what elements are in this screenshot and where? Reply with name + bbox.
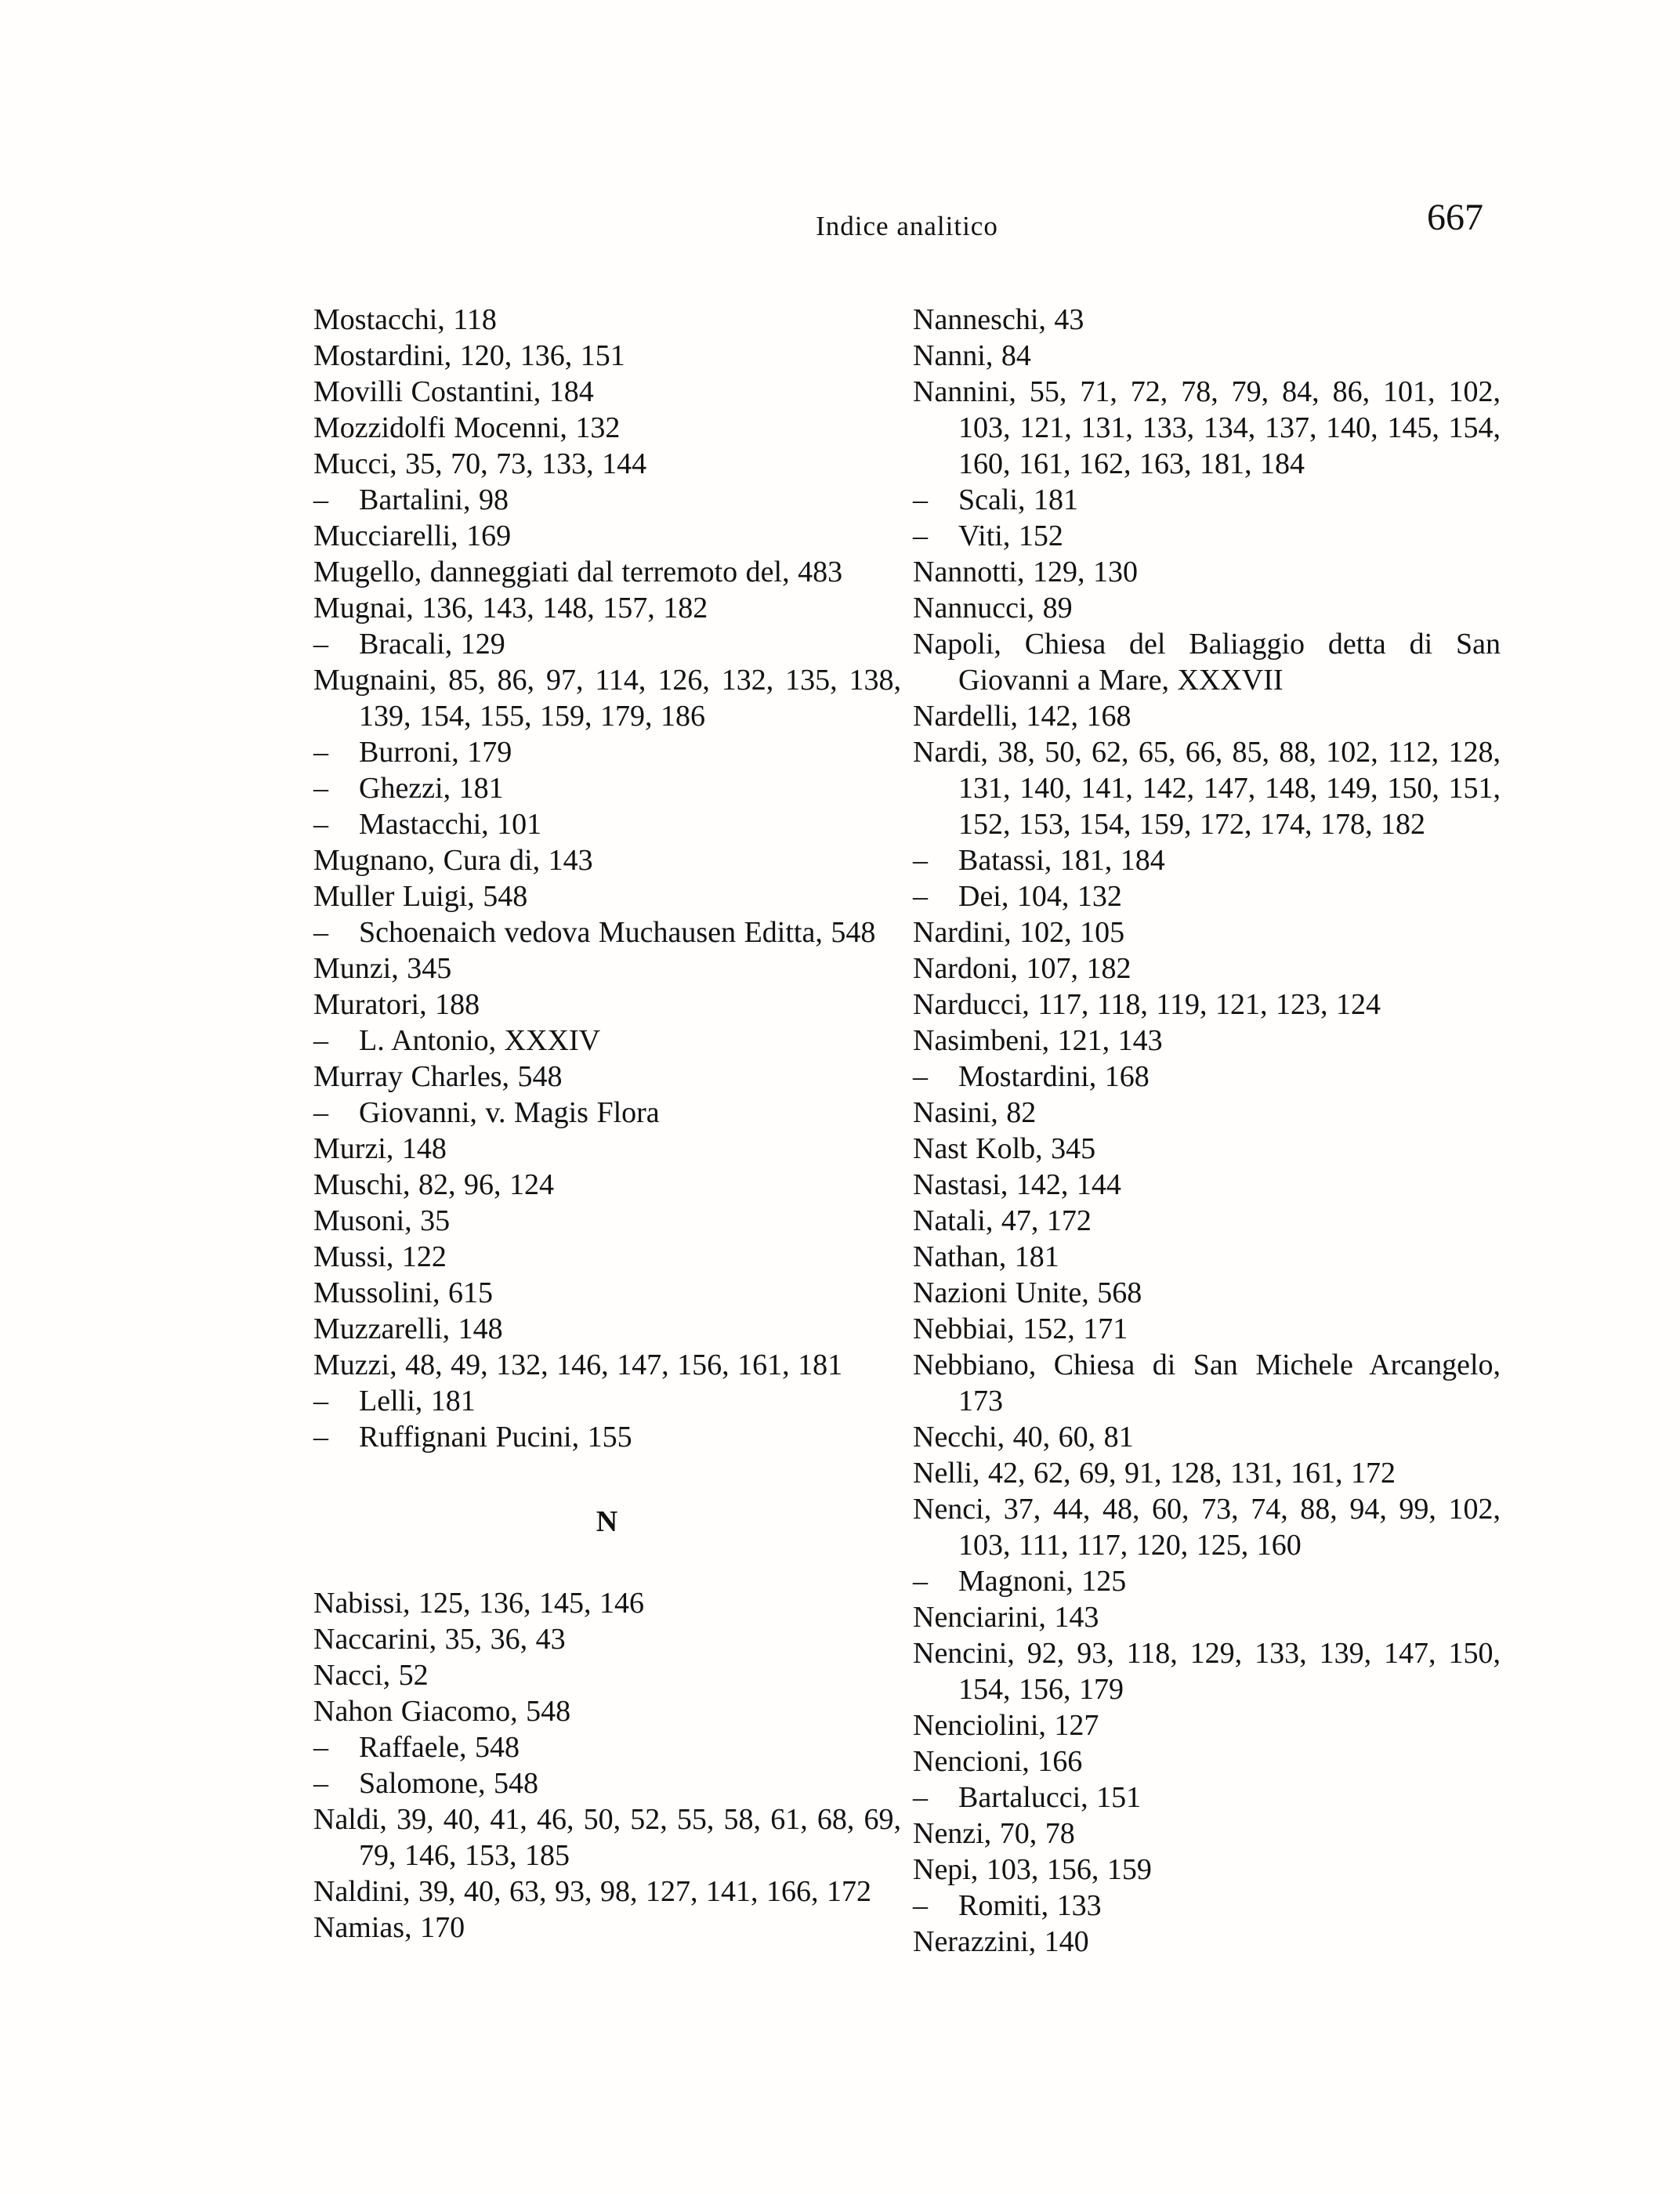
- index-entry: Nelli, 42, 62, 69, 91, 128, 131, 161, 172: [913, 1457, 1396, 1490]
- subentry-dash: –: [313, 1767, 328, 1800]
- index-subentry: [913, 878, 1501, 914]
- index-entry: Muller Luigi, 548: [313, 880, 528, 913]
- index-entry: Musoni, 35: [313, 1204, 451, 1237]
- subentry-dash: –: [313, 483, 328, 516]
- index-subentry: [313, 1729, 901, 1765]
- subentry-text: Viti, 152: [958, 520, 1063, 552]
- index-subentry: [313, 806, 901, 842]
- subentry-text: Ghezzi, 181: [359, 772, 504, 805]
- index-entry: Muratori, 188: [313, 988, 480, 1021]
- index-entry: Nencioni, 166: [913, 1745, 1083, 1778]
- index-entry: Mussolini, 615: [313, 1276, 494, 1309]
- index-entry: Nabissi, 125, 136, 145, 146: [313, 1587, 644, 1620]
- running-head-title: Indice analitico: [816, 211, 998, 241]
- index-entry: Nast Kolb, 345: [913, 1132, 1096, 1165]
- index-entry: Nardini, 102, 105: [913, 916, 1125, 949]
- index-subentry: [313, 1095, 901, 1131]
- index-entry: Nenzi, 70, 78: [913, 1817, 1075, 1850]
- index-subentry: [313, 734, 901, 770]
- index-subentry: [313, 482, 901, 518]
- index-entry: Mucciarelli, 169: [313, 520, 512, 552]
- subentry-text: Schoenaich vedova Muchausen Editta, 548: [359, 916, 876, 949]
- index-entry: Nebbiano, Chiesa di San Michele Arcangelo, 173: [913, 1349, 1501, 1417]
- index-entry: Muschi, 82, 96, 124: [313, 1168, 554, 1201]
- section-letter: N: [596, 1505, 619, 1538]
- subentry-dash: –: [313, 916, 328, 949]
- index-entry: Nepi, 103, 156, 159: [913, 1853, 1152, 1886]
- subentry-text: Dei, 104, 132: [958, 880, 1122, 913]
- subentry-dash: –: [313, 808, 328, 841]
- index-subentry: [313, 1023, 901, 1059]
- subentry-text: Bracali, 129: [359, 628, 505, 661]
- index-subentry: [313, 1765, 901, 1801]
- index-subentry: [913, 842, 1501, 878]
- index-entry: Nencini, 92, 93, 118, 129, 133, 139, 147, 150, 154, 156, 179: [913, 1637, 1501, 1706]
- subentry-text: Bartalucci, 151: [958, 1781, 1142, 1814]
- index-entry: Muzzarelli, 148: [313, 1312, 503, 1345]
- subentry-dash: –: [913, 520, 928, 552]
- subentry-text: Bartalini, 98: [359, 483, 509, 516]
- index-entry: Nenciarini, 143: [913, 1601, 1099, 1634]
- index-entry: Nardelli, 142, 168: [913, 700, 1131, 733]
- index-entry: Nahon Giacomo, 548: [313, 1695, 571, 1728]
- subentry-dash: –: [913, 1060, 928, 1093]
- index-entry: Namias, 170: [313, 1911, 465, 1944]
- index-entry: Nastasi, 142, 144: [913, 1168, 1121, 1201]
- subentry-text: Mostardini, 168: [958, 1060, 1150, 1093]
- index-entry: Nanneschi, 43: [913, 303, 1084, 336]
- index-entry: Murray Charles, 548: [313, 1060, 563, 1093]
- index-subentry: [913, 1563, 1501, 1599]
- subentry-dash: –: [313, 1024, 328, 1057]
- subentry-text: Romiti, 133: [958, 1889, 1102, 1922]
- index-entry: Nasini, 82: [913, 1096, 1037, 1129]
- subentry-text: L. Antonio, XXXIV: [359, 1024, 601, 1057]
- index-entry: Necchi, 40, 60, 81: [913, 1421, 1134, 1454]
- index-entry: Nannucci, 89: [913, 592, 1073, 625]
- index-subentry: [913, 482, 1501, 518]
- index-subentry: [913, 1059, 1501, 1095]
- subentry-dash: –: [313, 736, 328, 769]
- index-entry: Naccarini, 35, 36, 43: [313, 1623, 566, 1656]
- subentry-dash: –: [913, 483, 928, 516]
- index-subentry: [313, 1383, 901, 1419]
- index-entry: Mugello, danneggiati dal terremoto del, 483: [313, 556, 843, 588]
- index-entry: Nacci, 52: [313, 1659, 429, 1692]
- subentry-text: Batassi, 181, 184: [958, 844, 1165, 877]
- index-entry: Nannini, 55, 71, 72, 78, 79, 84, 86, 101, 102, 103, 121, 131, 133, 134, 137, 140, 145, 154, 160, 161, 162, 163, 181, 184: [913, 375, 1501, 480]
- index-entry: Mugnai, 136, 143, 148, 157, 182: [313, 592, 708, 625]
- index-entry: Napoli, Chiesa del Baliaggio detta di San Giovanni a Mare, XXXVII: [913, 628, 1501, 697]
- index-entry: Mostardini, 120, 136, 151: [313, 339, 625, 372]
- subentry-text: Burroni, 179: [359, 736, 512, 769]
- index-entry: Nardoni, 107, 182: [913, 952, 1131, 985]
- index-entry: Mozzidolfi Mocenni, 132: [313, 411, 621, 444]
- index-subentry: [913, 1779, 1501, 1816]
- subentry-dash: –: [313, 628, 328, 661]
- index-entry: Narducci, 117, 118, 119, 121, 123, 124: [913, 988, 1381, 1021]
- subentry-dash: –: [313, 1731, 328, 1764]
- index-entry: Mugnano, Cura di, 143: [313, 844, 593, 877]
- subentry-dash: –: [313, 1096, 328, 1129]
- index-entry: Mostacchi, 118: [313, 303, 497, 336]
- index-subentry: [913, 518, 1501, 554]
- subentry-dash: –: [913, 880, 928, 913]
- index-entry: Nenci, 37, 44, 48, 60, 73, 74, 88, 94, 99, 102, 103, 111, 117, 120, 125, 160: [913, 1493, 1501, 1562]
- subentry-dash: –: [313, 1385, 328, 1417]
- index-entry: Murzi, 148: [313, 1132, 447, 1165]
- index-entry: Natali, 47, 172: [913, 1204, 1092, 1237]
- subentry-dash: –: [313, 772, 328, 805]
- subentry-text: Magnoni, 125: [958, 1565, 1127, 1598]
- index-entry: Nerazzini, 140: [913, 1925, 1089, 1958]
- index-entry: Nazioni Unite, 568: [913, 1276, 1142, 1309]
- subentry-text: Ruffignani Pucini, 155: [359, 1421, 632, 1454]
- index-entry: Naldi, 39, 40, 41, 46, 50, 52, 55, 58, 61, 68, 69, 79, 146, 153, 185: [313, 1803, 901, 1872]
- index-subentry: [313, 1419, 901, 1455]
- subentry-dash: –: [913, 1889, 928, 1922]
- subentry-text: Scali, 181: [958, 483, 1078, 516]
- subentry-dash: –: [913, 844, 928, 877]
- index-subentry: [313, 626, 901, 662]
- index-entry: Movilli Costantini, 184: [313, 375, 594, 408]
- index-entry: Mucci, 35, 70, 73, 133, 144: [313, 447, 647, 480]
- index-entry: Nebbiai, 152, 171: [913, 1312, 1128, 1345]
- subentry-text: Lelli, 181: [359, 1385, 476, 1417]
- subentry-text: Mastacchi, 101: [359, 808, 542, 841]
- index-entry: Muzzi, 48, 49, 132, 146, 147, 156, 161, 181: [313, 1349, 843, 1381]
- index-column-left: [313, 302, 901, 1946]
- index-subentry: [913, 1888, 1501, 1924]
- index-entry: Nardi, 38, 50, 62, 65, 66, 85, 88, 102, 112, 128, 131, 140, 141, 142, 147, 148, 149, 150, 151, 152, 153, 154, 159, 172, 174, 178, 182: [913, 736, 1501, 841]
- subentry-text: Salomone, 548: [359, 1767, 538, 1800]
- subentry-text: Raffaele, 548: [359, 1731, 520, 1764]
- subentry-dash: –: [313, 1421, 328, 1454]
- subentry-dash: –: [913, 1781, 928, 1814]
- index-entry: Munzi, 345: [313, 952, 452, 985]
- subentry-text: Giovanni, v. Magis Flora: [359, 1096, 660, 1129]
- index-column-right: [913, 302, 1501, 1960]
- index-subentry: [313, 914, 901, 950]
- index-entry: Mugnaini, 85, 86, 97, 114, 126, 132, 135, 138, 139, 154, 155, 159, 179, 186: [313, 664, 901, 733]
- page-number: 667: [1427, 197, 1483, 238]
- index-entry: Nathan, 181: [913, 1240, 1059, 1273]
- index-entry: Nenciolini, 127: [913, 1709, 1099, 1742]
- subentry-dash: –: [913, 1565, 928, 1598]
- index-entry: Naldini, 39, 40, 63, 93, 98, 127, 141, 166, 172: [313, 1875, 871, 1908]
- index-entry: Mussi, 122: [313, 1240, 447, 1273]
- index-entry: Nasimbeni, 121, 143: [913, 1024, 1163, 1057]
- index-entry: Nanni, 84: [913, 339, 1031, 372]
- index-subentry: [313, 770, 901, 806]
- index-entry: Nannotti, 129, 130: [913, 556, 1138, 588]
